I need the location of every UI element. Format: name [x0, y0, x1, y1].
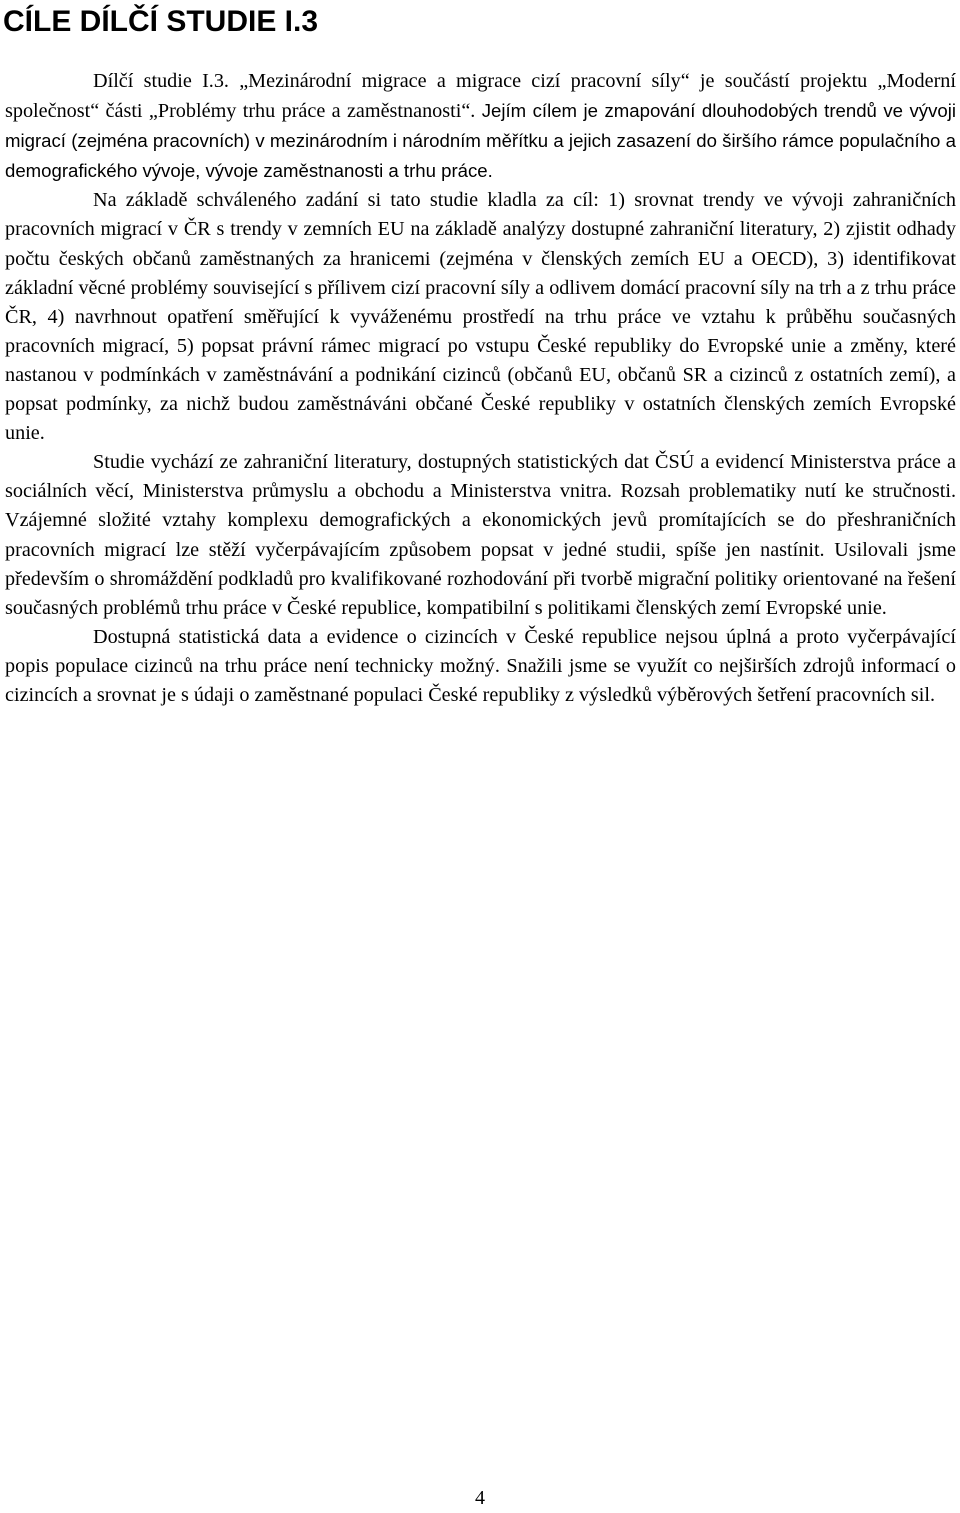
paragraph-intro-serif-run: Dílčí studie I.3. „Mezinárodní migrace a migrace cizí pracovní síly“ je součástí projektu „Moderní společnost“ části „Problémy trhu práce a zaměstnanosti“. — [5, 70, 956, 123]
paragraph-data-availability: Dostupná statistická data a evidence o cizincích v České republice nejsou úplná a proto vyčerpávající popis populace cizinců na trhu práce není technicky možný. Snažili jsme se využít co nejširších zdrojů informací o cizincích a srovnat je s údaji o zaměstnané populaci České republiky z výsledků výběrových šetření pracovních sil. — [5, 625, 956, 706]
paragraph-sources: Studie vychází ze zahraniční literatury, dostupných statistických dat ČSÚ a evidencí Ministerstva práce a sociálních věcí, Ministerstva průmyslu a obchodu a Ministerstva vnitra. Rozsah problematiky nutí ke stručnosti. Vzájemné složité vztahy komplexu demografických a ekonomických jevů promítajících se do přeshraničních pracovních migrací lze stěží vyčerpávajícím způsobem popsat v jedné studii, spíše jen nastínit. Usilovali jsme především o shromáždění podkladů pro kvalifikované rozhodování při tvorbě migrační politiky orientované na řešení současných problémů trhu práce v České republice, kompatibilní s politikami členských zemí Evropské unie. — [5, 451, 956, 619]
body-text — [5, 67, 956, 710]
paragraph-intro-sans-run: Jejím cílem je zmapování dlouhodobých trendů ve vývoji migrací (zejména pracovních) v mezinárodním i národním měřítku a jejich zasazení do širšího rámce populačního a demografického vývoje, vývoje zaměstnanosti a trhu práce. — [5, 100, 956, 182]
paragraph-goals: Na základě schváleného zadání si tato studie kladla za cíl: 1) srovnat trendy ve vývoji zahraničních pracovních migrací v ČR s trendy v zemních EU na základě analýzy dostupné zahraniční literatury, 2) zjistit odhady počtu českých občanů zaměstnaných za hranicemi (zejména v členských zemích EU a OECD), 3) identifikovat základní věcné problémy související s přílivem cizí pracovní síly a odlivem domácí pracovní síly na trh a z trhu práce ČR, 4) navrhnout opatření směřující k vyváženému prostředí na trhu práce ve vztahu k průběhu současných pracovních migrací, 5) popsat právní rámec migrací po vstupu České republiky do Evropské unie a změny, které nastanou v podmínkách v zaměstnávání a podnikání cizinců (občanů EU, občanů SR a cizinců z ostatních zemí), a popsat podmínky, za nichž budou zaměstnáváni občané České republiky v ostatních členských zemích Evropské unie. — [5, 189, 956, 445]
page-number: 4 — [475, 1487, 485, 1509]
page-heading: CÍLE DÍLČÍ STUDIE I.3 — [3, 5, 319, 38]
paragraph-intro — [5, 67, 956, 186]
